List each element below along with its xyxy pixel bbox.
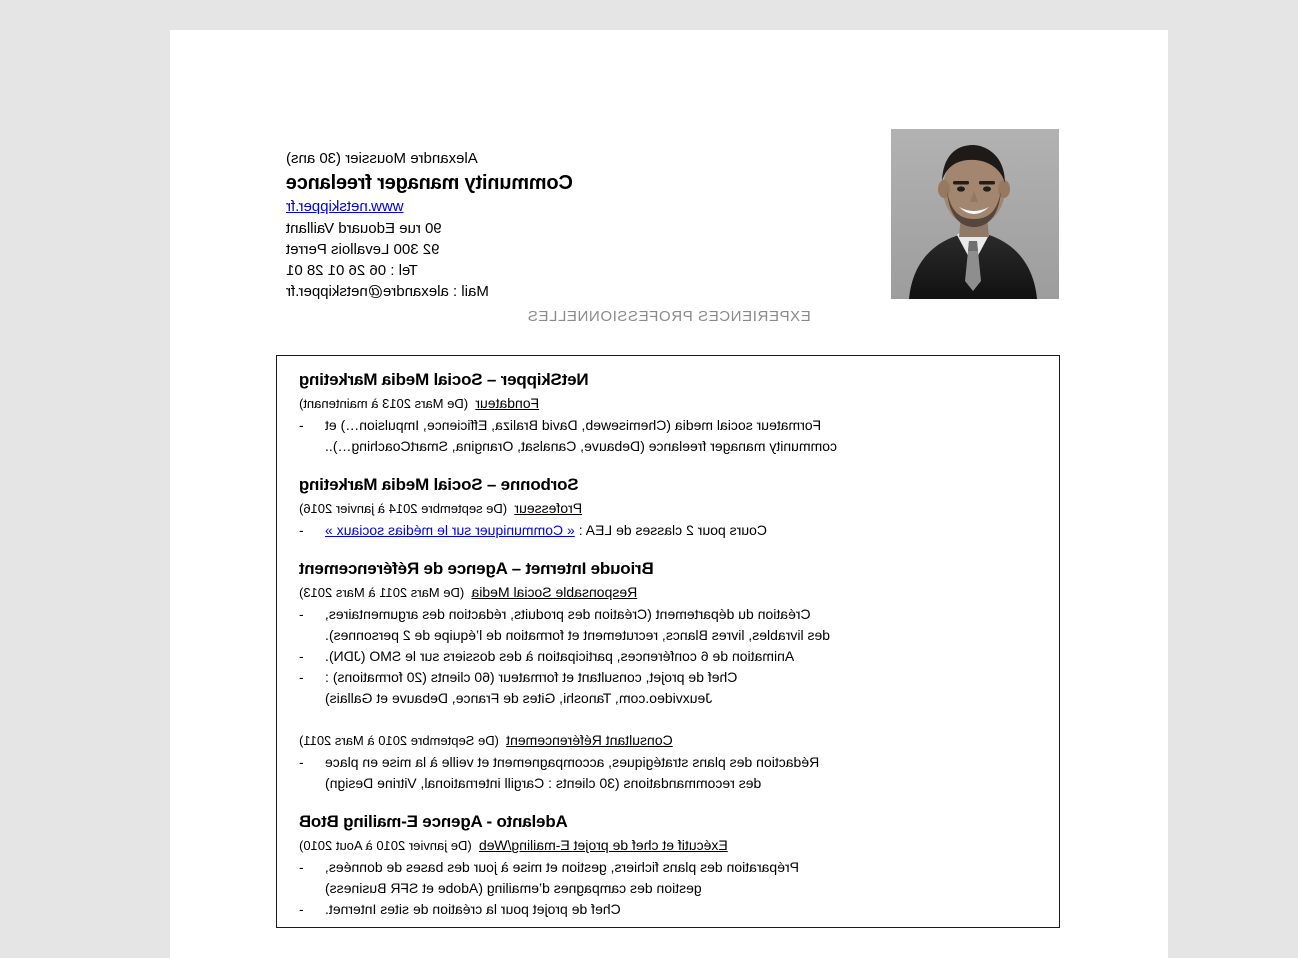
address-line-2: 92 300 Levallois Perret <box>286 241 440 258</box>
cv-header <box>170 30 1168 302</box>
bullet-dash-icon: - <box>299 648 304 664</box>
bullet-text: Chef de projet, consultant et formateur (60 clients (20 formations) : <box>325 669 738 685</box>
experience-1-bullet-list <box>299 520 1059 541</box>
bullet-line <box>299 436 1059 457</box>
experience-role: Exécutif et chef de projet E-mailing/Web <box>478 837 728 853</box>
portrait-photo <box>891 129 1059 299</box>
bullet-dash-icon: - <box>299 754 304 770</box>
experience-role: Responsable Social Media <box>471 584 638 600</box>
bullet-line <box>299 520 1059 541</box>
experience-2-bullet-list <box>299 604 1059 709</box>
document-page <box>170 30 1168 958</box>
mirrored-content-wrapper <box>170 30 1168 958</box>
spacer <box>299 709 1059 729</box>
identity-block <box>286 148 868 302</box>
experience-0-bullet-list <box>299 415 1059 457</box>
bullet-text: gestion des campagnes d’emailing (Adobe et SFR Business) <box>325 880 702 896</box>
experience-role-dates <box>299 834 1059 857</box>
mail-line: Mail : alexandre@netskipper.fr <box>286 283 489 300</box>
experience-role-dates <box>299 497 1059 520</box>
bullet-line <box>299 604 1059 625</box>
experience-role-dates <box>299 392 1059 415</box>
experience-dates: (De Mars 2011 à Mars 2013) <box>299 585 472 600</box>
person-role: Community manager freelance <box>286 172 573 194</box>
experience-subrole: Consultant Référencement <box>506 732 673 748</box>
bullet-text: Animation de 6 conférences, participation à des dossiers sur le SMO (JDN). <box>325 648 795 664</box>
bullet-dash-icon: - <box>299 669 304 685</box>
experience-entry <box>299 557 1059 794</box>
experience-role-dates <box>299 581 1059 604</box>
website-line <box>286 196 868 218</box>
experience-role: Professeur <box>514 500 583 516</box>
experience-dates: (De septembre 2014 à janvier 2016) <box>299 501 515 516</box>
bullet-line <box>299 667 1059 688</box>
bullet-dash-icon: - <box>299 901 304 917</box>
experience-entry <box>299 810 1059 920</box>
experiences-list <box>277 356 1059 920</box>
experience-subdates: (De Septembre 2010 à Mars 2011) <box>299 733 507 748</box>
bullet-link[interactable]: « Communiquer sur le médias sociaux » <box>325 522 575 538</box>
experiences-box <box>276 355 1060 928</box>
bullet-dash-icon: - <box>299 417 304 433</box>
experience-2-sub-bullet-list <box>299 752 1059 794</box>
bullet-text: Cours pour 2 classes de LEA : <box>574 522 767 538</box>
bullet-text: community manager freelance (Debauve, Canalsat, Orangina, SmartCoaching…).. <box>325 438 838 454</box>
experience-3-bullet-list <box>299 857 1059 920</box>
bullet-line <box>299 646 1059 667</box>
bullet-line <box>299 773 1059 794</box>
bullet-text: des livrables, livres Blancs, recrutement et formation de l’équipe de 2 personnes). <box>325 627 831 643</box>
experience-subrole-dates <box>299 729 1059 752</box>
bullet-text: Formateur social media (Chemiseweb, David Braliza, Efficience, Impulsion…) et <box>325 417 822 433</box>
bullet-text: Chef de projet pour la création de sites Internet. <box>325 901 621 917</box>
bullet-text: Rédaction des plans stratégiques, accompagnement et veille à la mise en place <box>325 754 820 770</box>
bullet-dash-icon: - <box>299 859 304 875</box>
address-line-1: 90 rue Edouard Vaillant <box>286 220 442 237</box>
experience-title: Adelanto - Agence E-mailing BtoB <box>299 812 568 831</box>
phone-line: Tel : 06 26 01 28 01 <box>286 262 418 279</box>
experience-title: NetSkipper – Social Media Marketing <box>299 370 589 389</box>
experience-title: Sorbonne – Social Media Marketing <box>299 475 579 494</box>
bullet-text: Création du département (Création des produits, rédaction des argumentaires, <box>325 606 811 622</box>
bullet-text: Jeuxvideo.com, Tanoshi, Gites de France, Debauve et Gallais) <box>325 690 713 706</box>
bullet-line <box>299 415 1059 436</box>
bullet-line <box>299 688 1059 709</box>
bullet-line <box>299 752 1059 773</box>
section-heading-experiences: EXPERIENCES PROFESSIONNELLES <box>527 308 811 325</box>
bullet-line <box>299 878 1059 899</box>
bullet-line <box>299 857 1059 878</box>
experience-dates: (De Mars 2013 à maintenant) <box>299 396 476 411</box>
bullet-line <box>299 625 1059 646</box>
experience-dates: (De janvier 2010 à Aout 2010) <box>299 838 479 853</box>
bullet-dash-icon: - <box>299 522 304 538</box>
bullet-text: Préparation des plans fichiers, gestion et mise à jour des bases de données, <box>325 859 799 875</box>
bullet-line <box>299 899 1059 920</box>
bullet-text: des recommandations (30 clients : Cargill international, Vitrine Design) <box>325 775 762 791</box>
website-link[interactable]: www.netskipper.fr <box>286 198 404 215</box>
person-name: Alexandre Moussier (30 ans) <box>286 150 478 167</box>
experience-entry <box>299 473 1059 541</box>
experience-role: Fondateur <box>475 395 540 411</box>
experience-title: Brioude Internet – Agence de Référencement <box>299 559 654 578</box>
bullet-dash-icon: - <box>299 606 304 622</box>
experience-entry <box>299 368 1059 457</box>
